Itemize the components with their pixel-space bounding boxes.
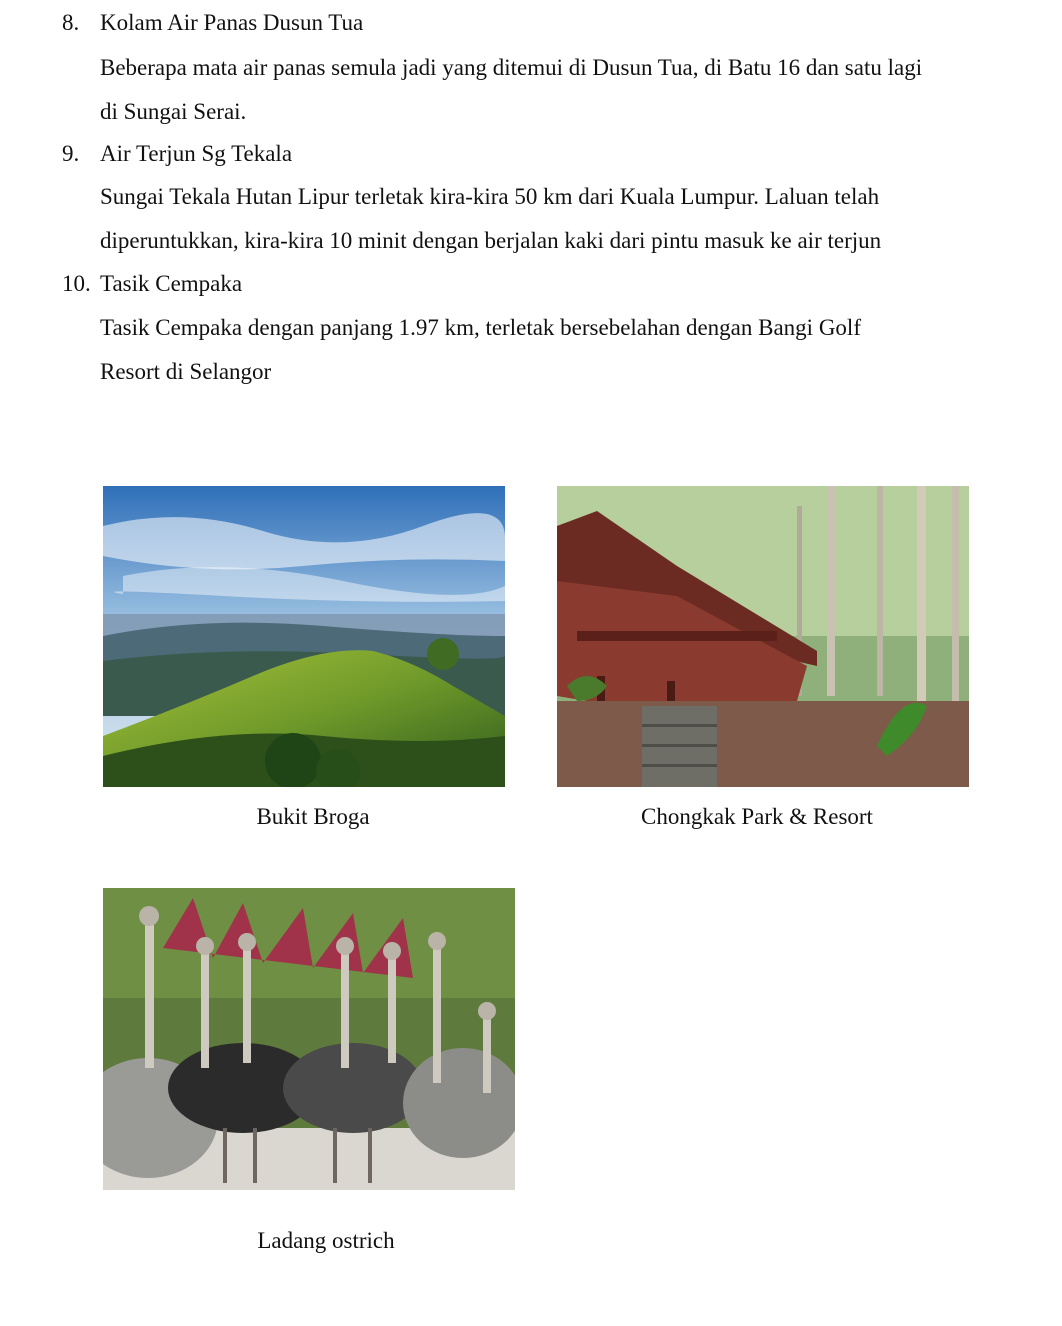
item-8-description-line-1: Beberapa mata air panas semula jadi yang ditemui di Dusun Tua, di Batu 16 dan satu lagi xyxy=(100,55,923,80)
bukit-broga-caption: Bukit Broga xyxy=(256,804,370,829)
item-8-description-line-2: di Sungai Serai. xyxy=(100,99,247,124)
item-9-heading xyxy=(62,139,292,169)
ostrich-farm-photo xyxy=(103,888,515,1190)
item-8-heading xyxy=(62,8,363,38)
item-9-description-line-2: diperuntukkan, kira-kira 10 minit dengan berjalan kaki dari pintu masuk ke air terjun xyxy=(100,228,882,253)
item-10-heading xyxy=(62,269,242,299)
item-title: Tasik Cempaka xyxy=(100,271,243,296)
chongkak-park-caption: Chongkak Park & Resort xyxy=(641,804,873,829)
item-number: 8. xyxy=(62,10,80,35)
item-10-description-line-2: Resort di Selangor xyxy=(100,359,272,384)
item-9-description-line-1: Sungai Tekala Hutan Lipur terletak kira-kira 50 km dari Kuala Lumpur. Laluan telah xyxy=(100,184,880,209)
item-title: Air Terjun Sg Tekala xyxy=(100,141,293,166)
item-title: Kolam Air Panas Dusun Tua xyxy=(100,10,364,35)
item-10-description-line-1: Tasik Cempaka dengan panjang 1.97 km, terletak bersebelahan dengan Bangi Golf xyxy=(100,315,861,340)
ostrich-farm-caption: Ladang ostrich xyxy=(257,1228,395,1253)
item-number: 9. xyxy=(62,141,80,166)
bukit-broga-photo xyxy=(103,486,505,787)
item-number: 10. xyxy=(62,271,91,296)
chongkak-park-photo xyxy=(557,486,969,787)
